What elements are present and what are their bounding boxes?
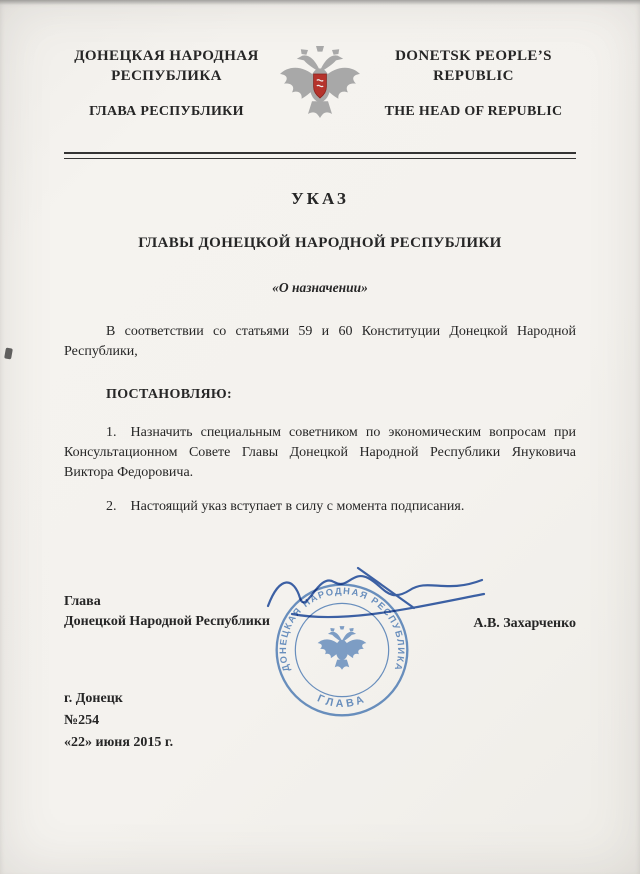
letterhead-divider [64,152,576,159]
footer-city: г. Донецк [64,691,123,707]
stamp-eagle-icon [318,626,367,670]
stamp-bottom-text: ГЛАВА [315,692,369,710]
item-text: Назначить специальным советником по экономическим вопросам при Консультационном Совете Главы Донецкой Народной Республики Януковича Виктора Федоровича. [64,424,576,481]
document-subject: «О назначении» [272,280,368,295]
signer-title-line2: Донецкой Народной Республики [64,614,270,630]
item-number: 2. [106,499,117,515]
signer-title-line1: Глава [64,593,101,609]
item-text: Настоящий указ вступает в силу с момента подписания. [130,499,465,515]
org-name-en: DONETSK PEOPLE’S REPUBLIC [395,48,552,85]
letterhead-russian [64,46,269,120]
document-subtitle: ГЛАВЫ ДОНЕЦКОЙ НАРОДНОЙ РЕСПУБЛИКИ [138,235,502,251]
resolution-word: ПОСТАНОВЛЯЮ: [106,386,232,402]
preamble-paragraph: В соответствии со статьями 59 и 60 Конституции Донецкой Народной Республики, [64,324,576,360]
letterhead [64,46,576,138]
scan-edge-shadow [0,0,640,5]
document-footer [64,688,576,753]
dept-name-ru: ГЛАВА РЕСПУБЛИКИ [89,103,244,119]
item-number: 1. [106,424,117,440]
letterhead-english [371,46,576,120]
footer-number: №254 [64,713,100,729]
handwritten-signature [260,558,490,632]
signer-name: А.В. Захарченко [473,616,576,632]
stamp-ring-text: ДОНЕЦКАЯ НАРОДНАЯ РЕСПУБЛИКА [277,585,407,673]
org-name-ru: ДОНЕЦКАЯ НАРОДНАЯ РЕСПУБЛИКА [74,48,259,85]
scan-artifact-mark [4,347,13,359]
document-title: УКАЗ [291,189,349,208]
svg-text:ДОНЕЦКАЯ НАРОДНАЯ РЕСПУБЛИКА [278,586,406,673]
footer-date: «22» июня 2015 г. [64,734,174,750]
signer-title [64,592,270,633]
decree-item-2 [64,497,576,517]
dept-name-en: THE HEAD OF REPUBLIC [384,103,563,119]
coat-of-arms-eagle [272,42,368,138]
decree-item-1 [64,423,576,484]
